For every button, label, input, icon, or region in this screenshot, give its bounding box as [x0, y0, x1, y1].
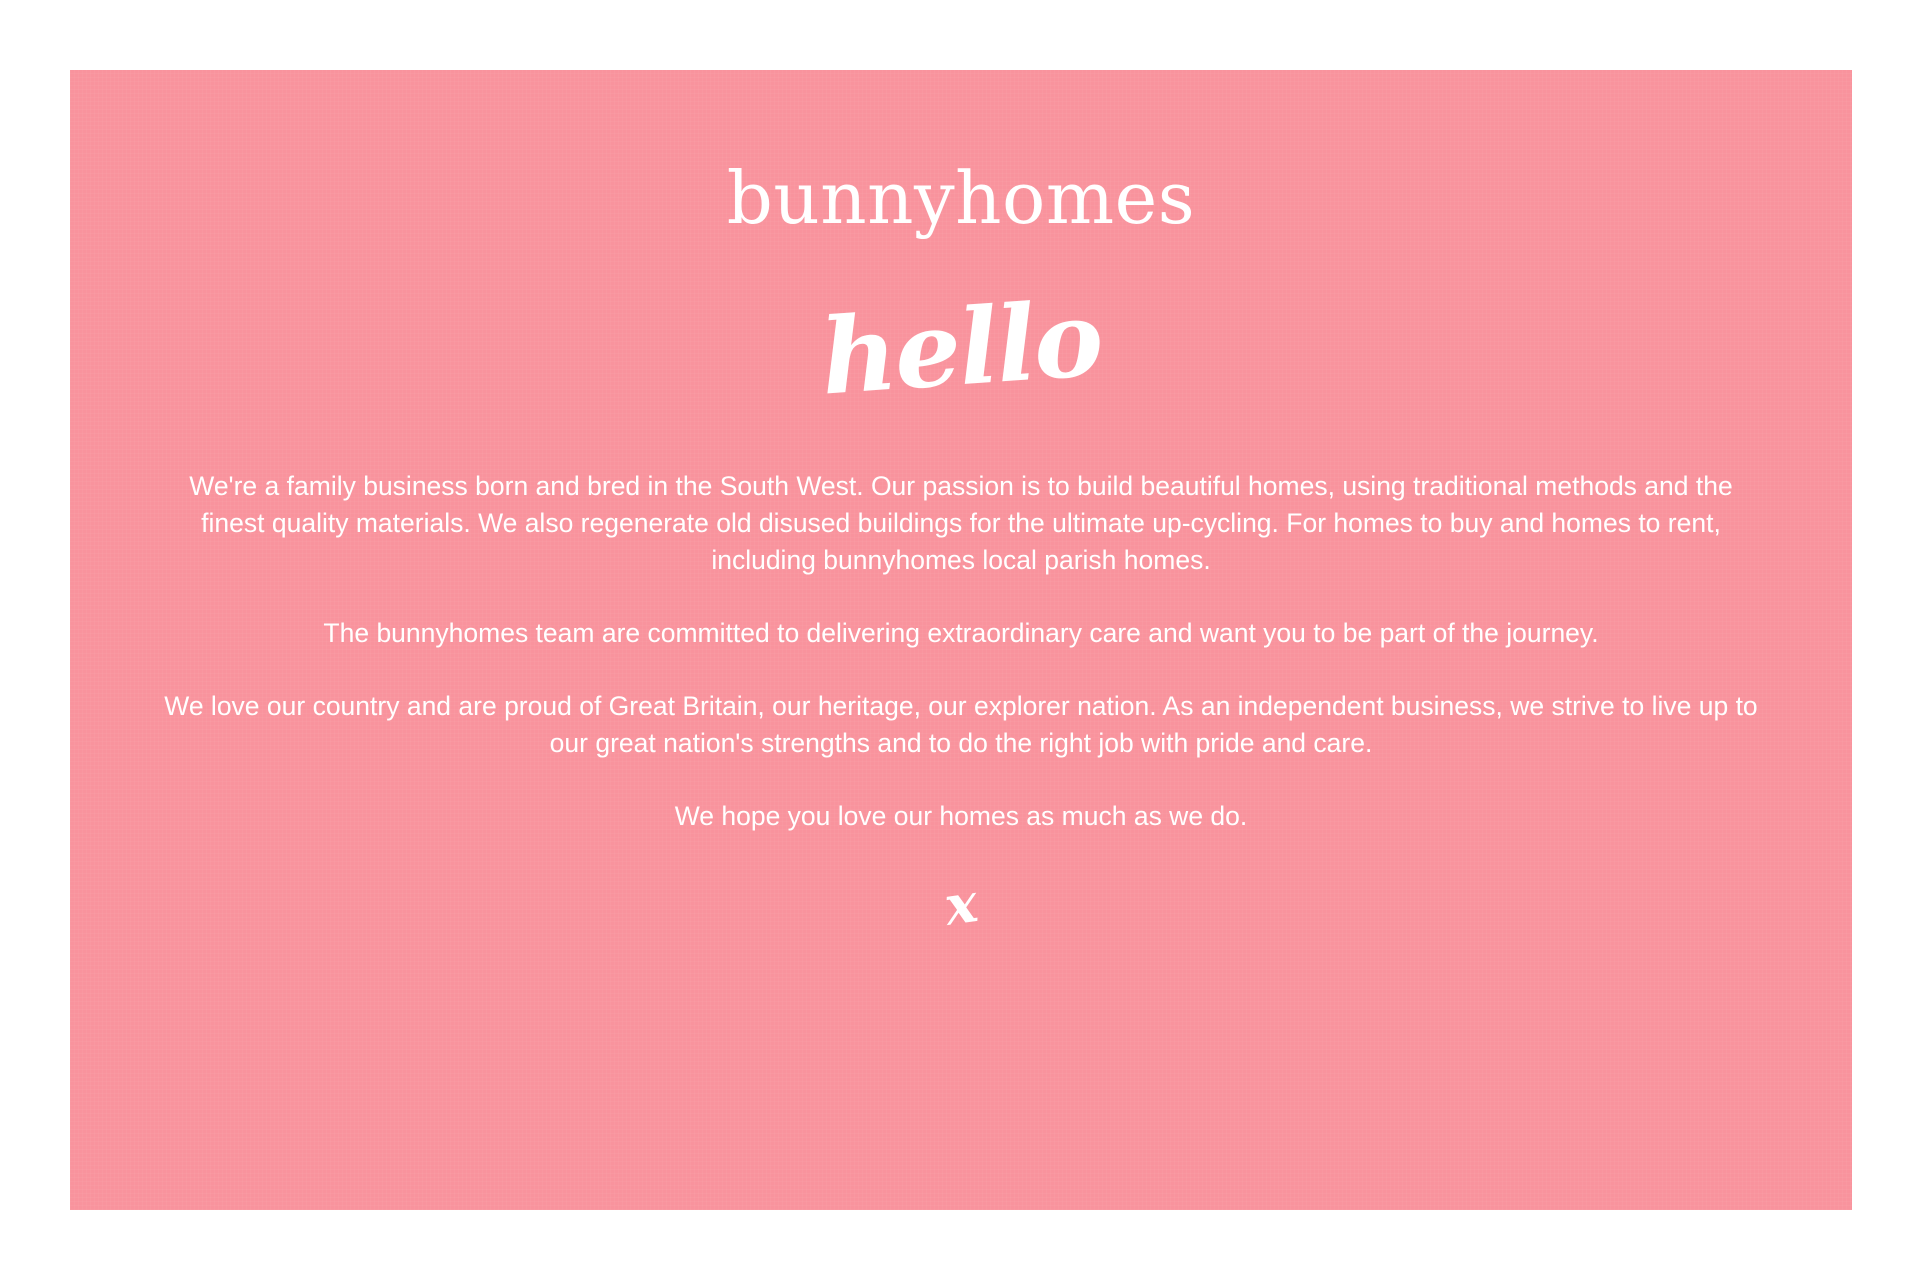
sign-off-kiss: x: [940, 870, 982, 938]
about-paragraph-3: We love our country and are proud of Great Britain, our heritage, our explorer nation. As an independent business, we strive to live up to our great nation's strengths and to do the right job with pride and care.: [164, 691, 1758, 758]
hello-script-heading: hello: [816, 276, 1105, 419]
hello-card: [70, 70, 1852, 1210]
about-paragraph-2: The bunnyhomes team are committed to delivering extraordinary care and want you to be part of the journey.: [323, 618, 1599, 648]
brand-wordmark: bunnyhomes: [726, 156, 1196, 240]
about-paragraph-4: We hope you love our homes as much as we do.: [674, 801, 1248, 831]
about-paragraph-1: We're a family business born and bred in the South West. Our passion is to build beautiful homes, using traditional methods and the finest quality materials. We also regenerate old disused buildings for the ultimate up-cycling. For homes to buy and homes to rent, including bunnyhomes local parish homes.: [189, 471, 1733, 575]
about-copy: [161, 468, 1761, 835]
